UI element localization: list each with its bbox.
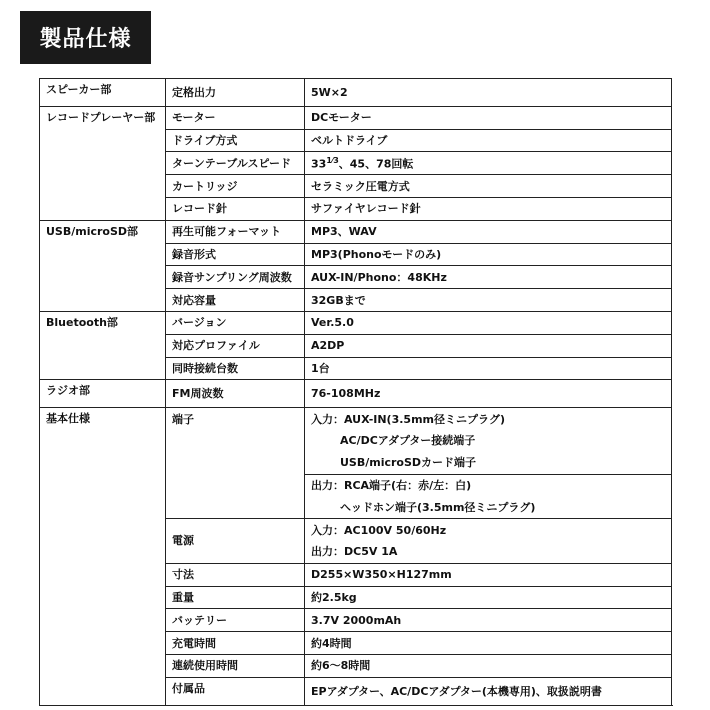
speed-whole: 33 [311,157,327,171]
item-value: MP3(Phonoモードのみ) [305,243,672,266]
page-title: 製品仕様 [20,11,151,64]
section-label: USB/microSD部 [40,220,166,311]
item-label: バージョン [166,311,305,334]
item-label: 録音サンプリング周波数 [166,266,305,289]
table-row [40,311,672,334]
table-row [40,408,672,519]
item-label: FM周波数 [166,380,305,408]
item-value: ベルトドライブ [305,129,672,152]
item-label: 対応プロファイル [166,334,305,357]
terminals-value [305,408,672,519]
item-label: 録音形式 [166,243,305,266]
table-row [40,380,672,408]
item-value: Ver.5.0 [305,311,672,334]
item-value [305,152,672,175]
item-value: セラミック圧電方式 [305,175,672,198]
section-label: レコードプレーヤー部 [40,106,166,220]
speed-rest: 、45、78回転 [338,157,414,171]
item-label: 再生可能フォーマット [166,220,305,243]
item-label: バッテリー [166,609,305,632]
item-value: DCモーター [305,106,672,129]
value-line: 出力：RCA端子(右：赤/左：白) [305,474,671,497]
value-line: 出力：DC5V 1A [311,545,398,559]
item-value: MP3、WAV [305,220,672,243]
item-label: 電源 [166,519,305,564]
item-value: 1台 [305,357,672,380]
item-value: 約4時間 [305,632,672,655]
item-value: 76-108MHz [305,380,672,408]
item-label: 対応容量 [166,289,305,312]
section-label: Bluetooth部 [40,311,166,379]
item-label: ターンテーブルスピード [166,152,305,175]
table-row [40,106,672,129]
spec-table [39,78,672,706]
section-label: 基本仕様 [40,408,166,705]
item-value: 約2.5kg [305,586,672,609]
power-value [305,519,672,564]
item-label: モーター [166,106,305,129]
value-line: 入力：AUX-IN(3.5mm径ミニプラグ) [311,412,506,426]
item-value: 3.7V 2000mAh [305,609,672,632]
item-label: 重量 [166,586,305,609]
value-line: USB/microSDカード端子 [340,456,477,470]
item-label: 定格出力 [166,79,305,107]
item-value: D255×W350×H127mm [305,563,672,586]
speed-fraction: 1⁄3 [326,155,339,165]
item-label: 端子 [166,408,305,519]
item-label: 充電時間 [166,632,305,655]
item-label: 連続使用時間 [166,654,305,677]
value-line: ヘッドホン端子(3.5mm径ミニプラグ) [340,500,536,514]
value-line: AC/DCアダプター接続端子 [340,434,476,448]
item-label: レコード針 [166,197,305,220]
value-line: 入力：AC100V 50/60Hz [311,523,447,537]
item-value: 5W×2 [305,79,672,107]
item-value: A2DP [305,334,672,357]
table-row [40,220,672,243]
table-row [40,79,672,107]
item-value: AUX-IN/Phono：48KHz [305,266,672,289]
section-label: 付属品 [166,677,305,705]
section-label: ラジオ部 [40,380,166,408]
item-value: サファイヤレコード針 [305,197,672,220]
item-label: カートリッジ [166,175,305,198]
item-label: 同時接続台数 [166,357,305,380]
section-label: スピーカー部 [40,79,166,107]
item-value: 32GBまで [305,289,672,312]
item-value: 約6～8時間 [305,654,672,677]
accessories-value: EPアダプター、AC/DCアダプター(本機専用)、取扱説明書 [305,677,672,705]
item-label: ドライブ方式 [166,129,305,152]
item-label: 寸法 [166,563,305,586]
